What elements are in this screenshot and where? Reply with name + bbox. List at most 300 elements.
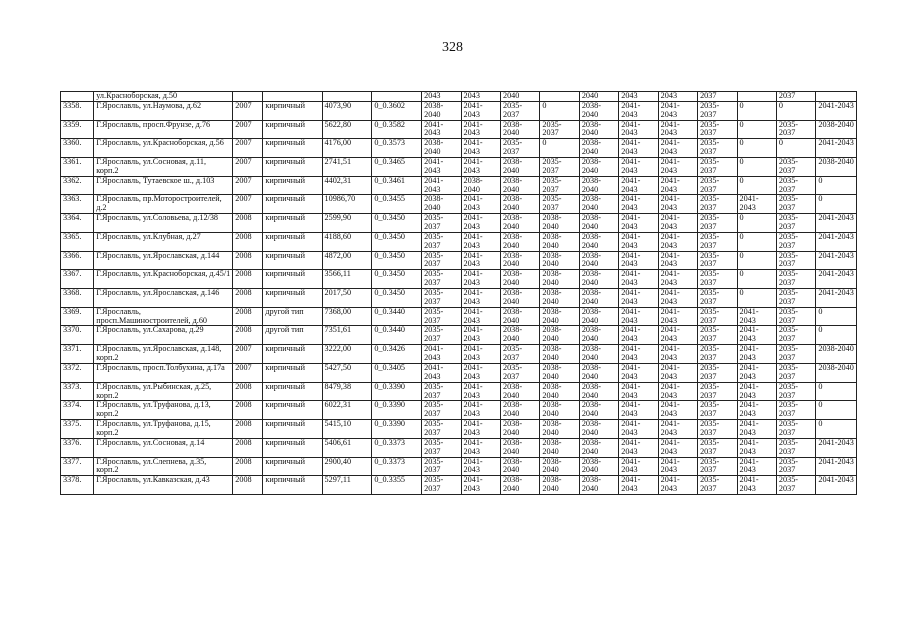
cell-period-11: 2041-2043 xyxy=(816,251,857,270)
cell-wear-index: 0_0.3390 xyxy=(372,401,422,420)
cell-period-11: 0 xyxy=(816,326,857,345)
cell-wall-material: кирпичный xyxy=(263,251,322,270)
cell-period-8: 2035-2037 xyxy=(698,420,737,439)
cell-period-3: 2035-2037 xyxy=(500,345,539,364)
cell-address: Г.Ярославль, ул.Красноборская, д.45/1 xyxy=(94,270,233,289)
cell-period-7: 2041-2043 xyxy=(658,158,697,177)
cell-period-5: 2038-2040 xyxy=(579,139,618,158)
cell-period-4 xyxy=(540,92,579,102)
cell-period-2: 2041-2043 xyxy=(461,120,500,139)
cell-period-11: 0 xyxy=(816,176,857,195)
cell-build-year: 2008 xyxy=(233,251,263,270)
cell-period-7: 2041-2043 xyxy=(658,326,697,345)
cell-period-7: 2041-2043 xyxy=(658,476,697,495)
page-number: 328 xyxy=(442,40,463,55)
cell-period-2: 2041-2043 xyxy=(461,101,500,120)
cell-total-area: 7351,61 xyxy=(322,326,372,345)
cell-period-9: 2041-2043 xyxy=(737,420,776,439)
cell-period-9: 2041-2043 xyxy=(737,438,776,457)
cell-period-11: 0 xyxy=(816,401,857,420)
cell-total-area: 5622,80 xyxy=(322,120,372,139)
cell-period-11: 2041-2043 xyxy=(816,289,857,308)
cell-period-7: 2041-2043 xyxy=(658,251,697,270)
cell-address: Г.Ярославль, ул.Сахарова, д.29 xyxy=(94,326,233,345)
cell-period-2: 2041-2043 xyxy=(461,195,500,214)
cell-address: Г.Ярославль, ул.Клубная, д.27 xyxy=(94,232,233,251)
cell-period-8: 2035-2037 xyxy=(698,289,737,308)
cell-period-3: 2038-2040 xyxy=(500,401,539,420)
cell-period-1: 2035-2037 xyxy=(422,289,461,308)
cell-period-7: 2041-2043 xyxy=(658,232,697,251)
cell-period-3: 2038-2040 xyxy=(500,326,539,345)
cell-period-9: 0 xyxy=(737,214,776,233)
cell-period-4: 2038-2040 xyxy=(540,289,579,308)
cell-period-7: 2041-2043 xyxy=(658,289,697,308)
cell-period-9: 2041-2043 xyxy=(737,401,776,420)
table-row xyxy=(61,476,857,495)
cell-build-year: 2008 xyxy=(233,401,263,420)
cell-build-year: 2008 xyxy=(233,457,263,476)
cell-wear-index: 0_0.3602 xyxy=(372,101,422,120)
cell-period-6: 2041-2043 xyxy=(619,438,658,457)
cell-period-8: 2035-2037 xyxy=(698,401,737,420)
cell-period-8: 2035-2037 xyxy=(698,270,737,289)
cell-period-10: 2035-2037 xyxy=(776,307,815,326)
cell-wall-material: кирпичный xyxy=(263,158,322,177)
cell-period-1: 2035-2037 xyxy=(422,214,461,233)
cell-period-3: 2035-2037 xyxy=(500,101,539,120)
cell-period-8: 2035-2037 xyxy=(698,363,737,382)
table-row xyxy=(61,438,857,457)
cell-address: Г.Ярославль, ул.Сосновая, д.14 xyxy=(94,438,233,457)
cell-period-7: 2041-2043 xyxy=(658,401,697,420)
cell-period-4: 2038-2040 xyxy=(540,382,579,401)
cell-wear-index: 0_0.3450 xyxy=(372,232,422,251)
cell-period-6: 2041-2043 xyxy=(619,420,658,439)
cell-period-11: 2041-2043 xyxy=(816,139,857,158)
cell-total-area: 4176,00 xyxy=(322,139,372,158)
cell-period-2: 2041-2043 xyxy=(461,251,500,270)
cell-period-11: 2041-2043 xyxy=(816,270,857,289)
table-row xyxy=(61,382,857,401)
cell-period-3: 2038-2040 xyxy=(500,214,539,233)
cell-row-number xyxy=(61,92,94,102)
table-row xyxy=(61,214,857,233)
cell-period-8: 2035-2037 xyxy=(698,120,737,139)
cell-period-6: 2041-2043 xyxy=(619,476,658,495)
cell-period-2: 2038-2040 xyxy=(461,176,500,195)
cell-period-5: 2038-2040 xyxy=(579,363,618,382)
cell-row-number: 3367. xyxy=(61,270,94,289)
cell-wear-index: 0_0.3450 xyxy=(372,270,422,289)
cell-total-area: 7368,00 xyxy=(322,307,372,326)
cell-period-6: 2041-2043 xyxy=(619,289,658,308)
cell-wall-material: кирпичный xyxy=(263,363,322,382)
cell-period-9: 0 xyxy=(737,158,776,177)
cell-period-10: 2035-2037 xyxy=(776,289,815,308)
cell-row-number: 3371. xyxy=(61,345,94,364)
cell-wall-material: кирпичный xyxy=(263,214,322,233)
cell-wear-index: 0_0.3390 xyxy=(372,420,422,439)
cell-wall-material: кирпичный xyxy=(263,420,322,439)
cell-period-5: 2038-2040 xyxy=(579,457,618,476)
cell-wall-material: другой тип xyxy=(263,326,322,345)
cell-period-10: 2035-2037 xyxy=(776,363,815,382)
cell-build-year: 2007 xyxy=(233,176,263,195)
table-row xyxy=(61,307,857,326)
cell-address: Г.Ярославль, ул.Сосновая, д.11, корп.2 xyxy=(94,158,233,177)
cell-address: ул.Красноборская, д.50 xyxy=(94,92,233,102)
cell-period-10: 2035-2037 xyxy=(776,176,815,195)
cell-row-number: 3378. xyxy=(61,476,94,495)
cell-period-4: 2038-2040 xyxy=(540,270,579,289)
cell-row-number: 3362. xyxy=(61,176,94,195)
table-row xyxy=(61,251,857,270)
cell-period-7: 2041-2043 xyxy=(658,120,697,139)
cell-wall-material: кирпичный xyxy=(263,401,322,420)
cell-wall-material: кирпичный xyxy=(263,101,322,120)
cell-period-3: 2038-2040 xyxy=(500,382,539,401)
cell-period-11: 2041-2043 xyxy=(816,476,857,495)
cell-period-2: 2041-2043 xyxy=(461,401,500,420)
cell-period-5: 2038-2040 xyxy=(579,232,618,251)
table-row xyxy=(61,232,857,251)
cell-period-10: 2035-2037 xyxy=(776,158,815,177)
cell-address: Г.Ярославль, просп.Толбухина, д.17а xyxy=(94,363,233,382)
cell-period-3: 2040 xyxy=(500,92,539,102)
cell-period-8: 2035-2037 xyxy=(698,139,737,158)
cell-period-1: 2041-2043 xyxy=(422,345,461,364)
cell-period-1: 2035-2037 xyxy=(422,420,461,439)
cell-period-5: 2038-2040 xyxy=(579,120,618,139)
cell-period-5: 2040 xyxy=(579,92,618,102)
cell-period-11: 2041-2043 xyxy=(816,457,857,476)
cell-period-10: 0 xyxy=(776,139,815,158)
cell-period-4: 2038-2040 xyxy=(540,345,579,364)
cell-period-4: 2038-2040 xyxy=(540,457,579,476)
cell-build-year: 2007 xyxy=(233,345,263,364)
cell-period-8: 2035-2037 xyxy=(698,307,737,326)
cell-period-4: 2038-2040 xyxy=(540,214,579,233)
cell-period-5: 2038-2040 xyxy=(579,214,618,233)
cell-wear-index: 0_0.3573 xyxy=(372,139,422,158)
cell-period-8: 2035-2037 xyxy=(698,251,737,270)
cell-period-1: 2035-2037 xyxy=(422,457,461,476)
cell-period-3: 2038-2040 xyxy=(500,270,539,289)
cell-period-5: 2038-2040 xyxy=(579,101,618,120)
cell-period-1: 2035-2037 xyxy=(422,307,461,326)
cell-period-4: 0 xyxy=(540,101,579,120)
cell-wear-index: 0_0.3465 xyxy=(372,158,422,177)
cell-period-1: 2038-2040 xyxy=(422,139,461,158)
cell-total-area: 2741,51 xyxy=(322,158,372,177)
table-row xyxy=(61,326,857,345)
cell-period-8: 2035-2037 xyxy=(698,345,737,364)
table-row xyxy=(61,270,857,289)
table-row xyxy=(61,420,857,439)
cell-row-number: 3360. xyxy=(61,139,94,158)
table-row-continued xyxy=(61,92,857,102)
cell-period-10: 2035-2037 xyxy=(776,326,815,345)
cell-total-area: 4872,00 xyxy=(322,251,372,270)
cell-period-7: 2041-2043 xyxy=(658,214,697,233)
cell-period-2: 2041-2043 xyxy=(461,420,500,439)
cell-address: Г.Ярославль, ул.Ярославская, д.146 xyxy=(94,289,233,308)
cell-period-7: 2041-2043 xyxy=(658,457,697,476)
cell-period-4: 2038-2040 xyxy=(540,232,579,251)
cell-period-7: 2041-2043 xyxy=(658,438,697,457)
cell-row-number: 3369. xyxy=(61,307,94,326)
cell-period-2: 2041-2043 xyxy=(461,363,500,382)
cell-row-number: 3368. xyxy=(61,289,94,308)
cell-wear-index: 0_0.3390 xyxy=(372,382,422,401)
cell-period-6: 2043 xyxy=(619,92,658,102)
cell-wall-material: кирпичный xyxy=(263,457,322,476)
cell-period-10: 2037 xyxy=(776,92,815,102)
cell-period-11: 2038-2040 xyxy=(816,363,857,382)
cell-total-area: 5415,10 xyxy=(322,420,372,439)
table-row xyxy=(61,457,857,476)
cell-period-1: 2041-2043 xyxy=(422,363,461,382)
cell-period-7: 2041-2043 xyxy=(658,420,697,439)
table-row xyxy=(61,158,857,177)
table-row xyxy=(61,289,857,308)
cell-wall-material: кирпичный xyxy=(263,139,322,158)
cell-period-8: 2035-2037 xyxy=(698,476,737,495)
cell-build-year: 2007 xyxy=(233,195,263,214)
cell-period-8: 2035-2037 xyxy=(698,326,737,345)
cell-total-area xyxy=(322,92,372,102)
cell-total-area: 10986,70 xyxy=(322,195,372,214)
cell-row-number: 3376. xyxy=(61,438,94,457)
cell-period-4: 2035-2037 xyxy=(540,158,579,177)
cell-period-9: 0 xyxy=(737,139,776,158)
cell-wall-material: другой тип xyxy=(263,307,322,326)
cell-period-1: 2035-2037 xyxy=(422,232,461,251)
cell-period-5: 2038-2040 xyxy=(579,326,618,345)
cell-period-9: 0 xyxy=(737,251,776,270)
cell-period-2: 2041-2043 xyxy=(461,476,500,495)
cell-build-year: 2008 xyxy=(233,270,263,289)
cell-wear-index xyxy=(372,92,422,102)
cell-period-8: 2035-2037 xyxy=(698,438,737,457)
cell-address: Г.Ярославль, ул.Слепнева, д.35, корп.2 xyxy=(94,457,233,476)
cell-period-7: 2041-2043 xyxy=(658,307,697,326)
cell-period-7: 2041-2043 xyxy=(658,176,697,195)
cell-row-number: 3370. xyxy=(61,326,94,345)
table-row xyxy=(61,195,857,214)
cell-wear-index: 0_0.3440 xyxy=(372,326,422,345)
cell-total-area: 5297,11 xyxy=(322,476,372,495)
cell-row-number: 3372. xyxy=(61,363,94,382)
cell-period-1: 2043 xyxy=(422,92,461,102)
cell-period-4: 2035-2037 xyxy=(540,195,579,214)
housing-register-table xyxy=(60,91,857,495)
cell-total-area: 8479,38 xyxy=(322,382,372,401)
cell-row-number: 3361. xyxy=(61,158,94,177)
cell-build-year: 2008 xyxy=(233,289,263,308)
cell-period-5: 2038-2040 xyxy=(579,345,618,364)
cell-period-5: 2038-2040 xyxy=(579,251,618,270)
cell-period-10: 2035-2037 xyxy=(776,120,815,139)
cell-period-3: 2035-2037 xyxy=(500,363,539,382)
cell-period-7: 2041-2043 xyxy=(658,382,697,401)
cell-period-7: 2041-2043 xyxy=(658,363,697,382)
cell-period-2: 2043 xyxy=(461,92,500,102)
cell-period-1: 2035-2037 xyxy=(422,382,461,401)
cell-row-number: 3365. xyxy=(61,232,94,251)
cell-period-1: 2035-2037 xyxy=(422,401,461,420)
cell-period-7: 2041-2043 xyxy=(658,101,697,120)
cell-row-number: 3366. xyxy=(61,251,94,270)
cell-address: Г.Ярославль, ул.Наумова, д.62 xyxy=(94,101,233,120)
cell-address: Г.Ярославль, ул.Красноборская, д.56 xyxy=(94,139,233,158)
cell-period-3: 2038-2040 xyxy=(500,420,539,439)
cell-period-6: 2041-2043 xyxy=(619,345,658,364)
table-row xyxy=(61,401,857,420)
cell-period-3: 2038-2040 xyxy=(500,195,539,214)
cell-row-number: 3359. xyxy=(61,120,94,139)
cell-period-3: 2038-2040 xyxy=(500,307,539,326)
cell-build-year: 2008 xyxy=(233,232,263,251)
cell-period-6: 2041-2043 xyxy=(619,214,658,233)
cell-period-10: 0 xyxy=(776,101,815,120)
cell-period-10: 2035-2037 xyxy=(776,232,815,251)
cell-period-11: 0 xyxy=(816,382,857,401)
cell-period-2: 2041-2043 xyxy=(461,326,500,345)
cell-period-9: 2041-2043 xyxy=(737,326,776,345)
cell-period-2: 2041-2043 xyxy=(461,289,500,308)
cell-period-1: 2035-2037 xyxy=(422,251,461,270)
cell-period-11: 2038-2040 xyxy=(816,158,857,177)
cell-period-10: 2035-2037 xyxy=(776,195,815,214)
table-row xyxy=(61,363,857,382)
cell-wear-index: 0_0.3461 xyxy=(372,176,422,195)
cell-period-7: 2043 xyxy=(658,92,697,102)
cell-period-11: 2041-2043 xyxy=(816,438,857,457)
cell-address: Г.Ярославль, ул.Ярославская, д.144 xyxy=(94,251,233,270)
cell-wall-material: кирпичный xyxy=(263,382,322,401)
cell-wear-index: 0_0.3373 xyxy=(372,438,422,457)
cell-row-number: 3377. xyxy=(61,457,94,476)
cell-period-1: 2038-2040 xyxy=(422,195,461,214)
cell-period-5: 2038-2040 xyxy=(579,401,618,420)
cell-period-8: 2035-2037 xyxy=(698,158,737,177)
cell-period-4: 2038-2040 xyxy=(540,438,579,457)
cell-period-2: 2041-2043 xyxy=(461,270,500,289)
cell-row-number: 3364. xyxy=(61,214,94,233)
cell-build-year: 2008 xyxy=(233,307,263,326)
cell-period-6: 2041-2043 xyxy=(619,232,658,251)
cell-period-7: 2041-2043 xyxy=(658,139,697,158)
cell-build-year: 2008 xyxy=(233,382,263,401)
cell-total-area: 6022,31 xyxy=(322,401,372,420)
cell-period-6: 2041-2043 xyxy=(619,457,658,476)
cell-wall-material: кирпичный xyxy=(263,270,322,289)
cell-period-10: 2035-2037 xyxy=(776,401,815,420)
cell-period-3: 2038-2040 xyxy=(500,120,539,139)
table-body xyxy=(61,92,857,495)
cell-period-1: 2035-2037 xyxy=(422,476,461,495)
cell-period-2: 2041-2043 xyxy=(461,139,500,158)
cell-period-10: 2035-2037 xyxy=(776,345,815,364)
cell-period-4: 0 xyxy=(540,139,579,158)
cell-period-3: 2038-2040 xyxy=(500,251,539,270)
cell-period-2: 2041-2043 xyxy=(461,382,500,401)
cell-period-3: 2038-2040 xyxy=(500,476,539,495)
cell-address: Г.Ярославль, ул.Рыбинская, д.25, корп.2 xyxy=(94,382,233,401)
cell-period-5: 2038-2040 xyxy=(579,438,618,457)
cell-build-year: 2008 xyxy=(233,326,263,345)
cell-period-9: 0 xyxy=(737,270,776,289)
cell-period-9: 2041-2043 xyxy=(737,476,776,495)
cell-row-number: 3358. xyxy=(61,101,94,120)
cell-period-4: 2038-2040 xyxy=(540,401,579,420)
cell-period-11: 2041-2043 xyxy=(816,232,857,251)
cell-row-number: 3374. xyxy=(61,401,94,420)
cell-period-1: 2035-2037 xyxy=(422,270,461,289)
cell-period-6: 2041-2043 xyxy=(619,120,658,139)
cell-total-area: 5406,61 xyxy=(322,438,372,457)
cell-period-6: 2041-2043 xyxy=(619,382,658,401)
cell-period-9: 0 xyxy=(737,101,776,120)
cell-address: Г.Ярославль, просп.Фрунзе, д.76 xyxy=(94,120,233,139)
cell-period-5: 2038-2040 xyxy=(579,270,618,289)
cell-total-area: 4073,90 xyxy=(322,101,372,120)
cell-period-2: 2041-2043 xyxy=(461,345,500,364)
cell-period-4: 2038-2040 xyxy=(540,307,579,326)
cell-wall-material: кирпичный xyxy=(263,120,322,139)
cell-period-6: 2041-2043 xyxy=(619,307,658,326)
cell-build-year: 2007 xyxy=(233,363,263,382)
cell-wear-index: 0_0.3373 xyxy=(372,457,422,476)
cell-wall-material: кирпичный xyxy=(263,476,322,495)
cell-total-area: 3566,11 xyxy=(322,270,372,289)
cell-period-6: 2041-2043 xyxy=(619,158,658,177)
cell-period-2: 2041-2043 xyxy=(461,232,500,251)
cell-period-1: 2035-2037 xyxy=(422,438,461,457)
cell-period-10: 2035-2037 xyxy=(776,457,815,476)
cell-period-1: 2041-2043 xyxy=(422,158,461,177)
cell-period-6: 2041-2043 xyxy=(619,326,658,345)
cell-period-5: 2038-2040 xyxy=(579,420,618,439)
cell-period-10: 2035-2037 xyxy=(776,251,815,270)
cell-address: Г.Ярославль, Тутаевское ш., д.103 xyxy=(94,176,233,195)
cell-period-2: 2041-2043 xyxy=(461,457,500,476)
cell-period-3: 2038-2040 xyxy=(500,438,539,457)
cell-address: Г.Ярославль, ул.Труфанова, д.15, корп.2 xyxy=(94,420,233,439)
cell-build-year: 2008 xyxy=(233,420,263,439)
cell-total-area: 3222,00 xyxy=(322,345,372,364)
cell-period-5: 2038-2040 xyxy=(579,176,618,195)
cell-period-5: 2038-2040 xyxy=(579,476,618,495)
cell-row-number: 3373. xyxy=(61,382,94,401)
cell-period-11: 2038-2040 xyxy=(816,120,857,139)
table-row xyxy=(61,101,857,120)
cell-period-4: 2038-2040 xyxy=(540,420,579,439)
cell-wear-index: 0_0.3450 xyxy=(372,214,422,233)
cell-period-10: 2035-2037 xyxy=(776,420,815,439)
cell-build-year xyxy=(233,92,263,102)
cell-wall-material: кирпичный xyxy=(263,176,322,195)
cell-address: Г.Ярославль, пр.Моторостроителей, д.2 xyxy=(94,195,233,214)
cell-address: Г.Ярославль, ул.Труфанова, д.13, корп.2 xyxy=(94,401,233,420)
cell-period-4: 2035-2037 xyxy=(540,176,579,195)
cell-period-5: 2038-2040 xyxy=(579,289,618,308)
cell-period-5: 2038-2040 xyxy=(579,382,618,401)
cell-period-6: 2041-2043 xyxy=(619,401,658,420)
cell-period-9 xyxy=(737,92,776,102)
